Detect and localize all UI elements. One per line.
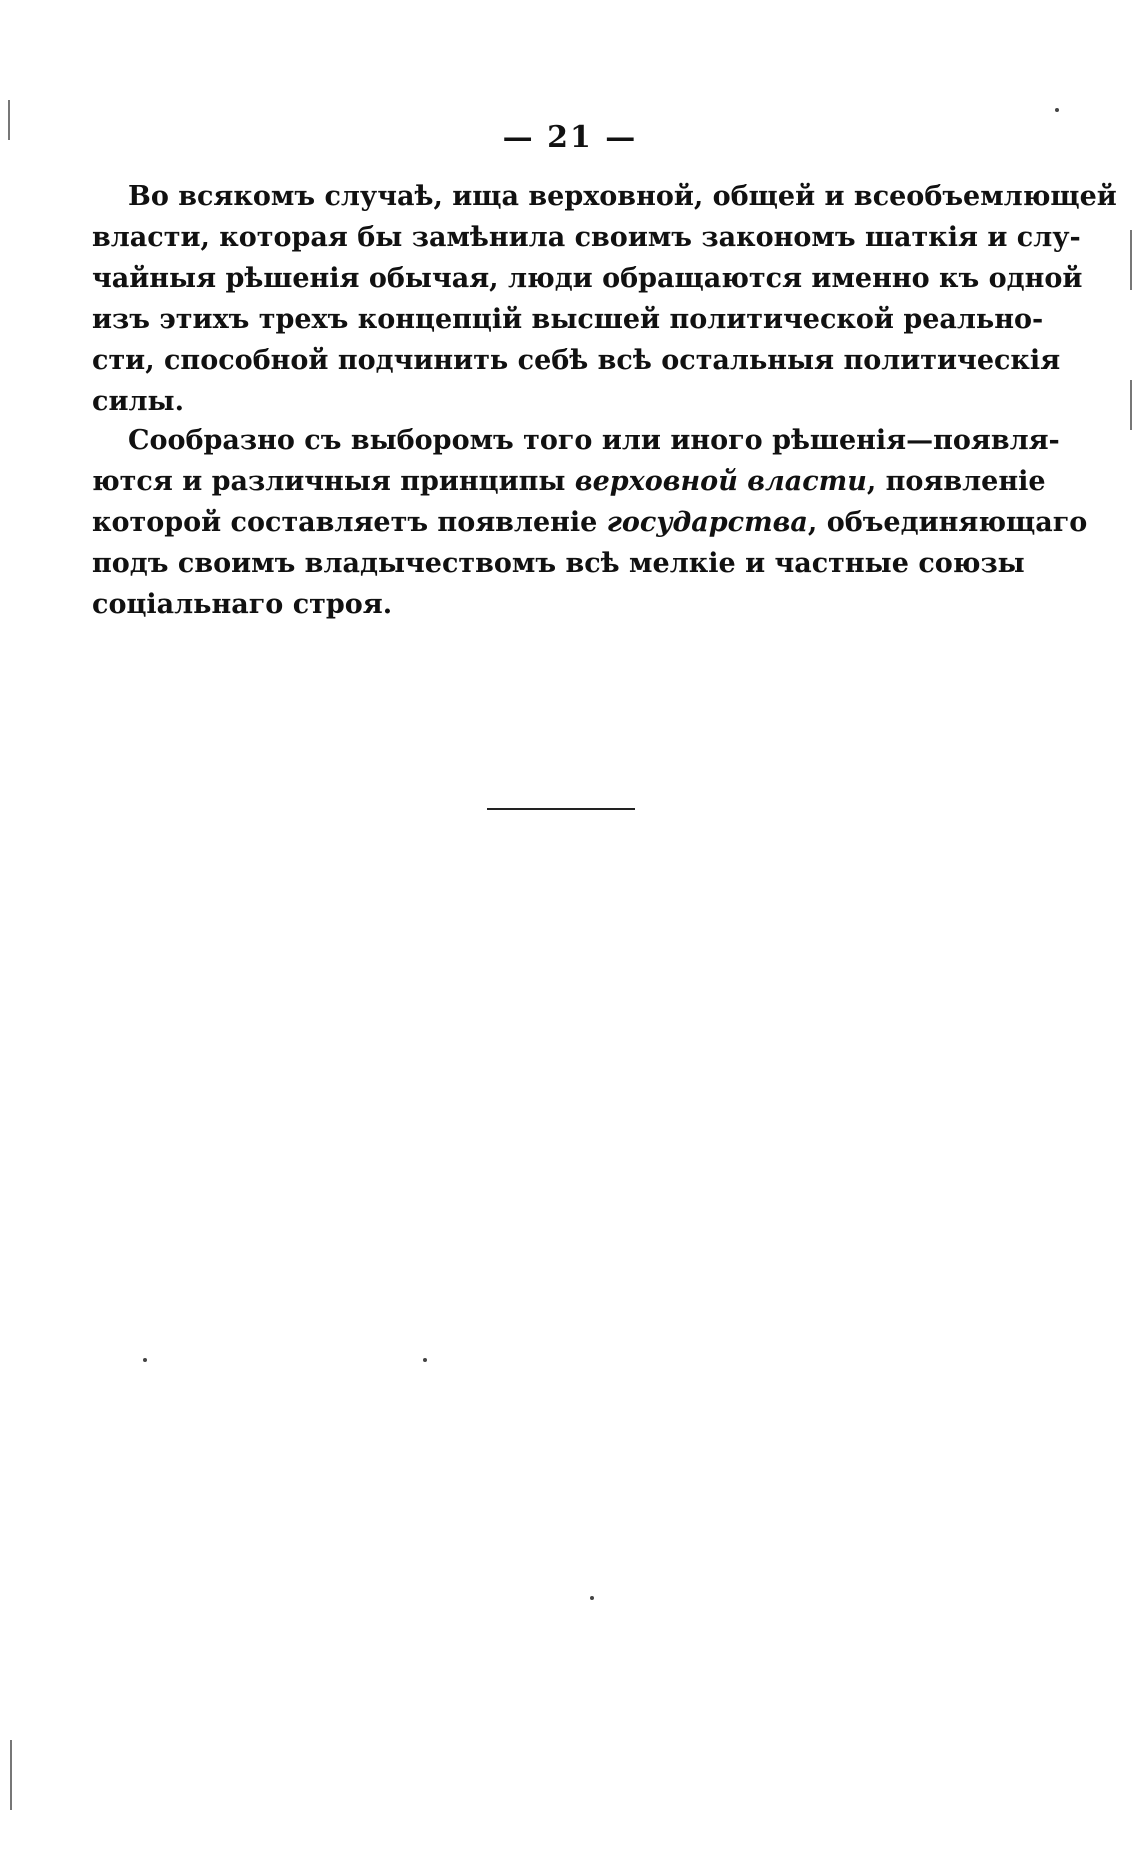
scan-edge-mark xyxy=(1130,230,1132,290)
text-line: соціальнаго строя. xyxy=(92,589,393,620)
ink-speck xyxy=(590,1596,594,1600)
text-segment: , объединяющаго xyxy=(807,507,1088,538)
text-line: Во всякомъ случаѣ, ища верховной, общей и всеобъемлющей xyxy=(128,181,1117,212)
page-number: — 21 — xyxy=(502,120,638,155)
text-segment: ются и различныя принципы xyxy=(92,466,575,497)
scan-edge-mark xyxy=(1130,380,1132,430)
text-line: подъ своимъ владычествомъ всѣ мелкіе и частные союзы xyxy=(92,548,1025,579)
text-segment: , появленіе xyxy=(866,466,1046,497)
text-line: сти, способной подчинить себѣ всѣ остальныя политическія xyxy=(92,345,1061,376)
emphasis-state: государства xyxy=(606,507,808,538)
paragraph-1 xyxy=(92,176,1117,422)
text-line xyxy=(92,461,1046,502)
text-line: Сообразно съ выборомъ того или иного рѣшенія—появля- xyxy=(128,425,1060,456)
emphasis-supreme-power: верховной власти xyxy=(574,466,867,497)
text-line: изъ этихъ трехъ концепцій высшей политической реально- xyxy=(92,304,1044,335)
text-line: силы. xyxy=(92,386,184,417)
text-segment: которой составляетъ появленіе xyxy=(92,507,607,538)
scan-edge-mark xyxy=(8,100,10,140)
ink-speck xyxy=(1055,108,1059,112)
ink-speck xyxy=(423,1358,427,1362)
bleed-through-rule xyxy=(487,808,635,810)
text-line: власти, которая бы замѣнила своимъ закономъ шаткія и слу- xyxy=(92,222,1081,253)
text-line: чайныя рѣшенія обычая, люди обращаются именно къ одной xyxy=(92,263,1083,294)
text-line xyxy=(92,502,1088,543)
paragraph-2 xyxy=(92,420,1088,625)
scan-edge-mark xyxy=(10,1740,12,1810)
ink-speck xyxy=(143,1358,147,1362)
